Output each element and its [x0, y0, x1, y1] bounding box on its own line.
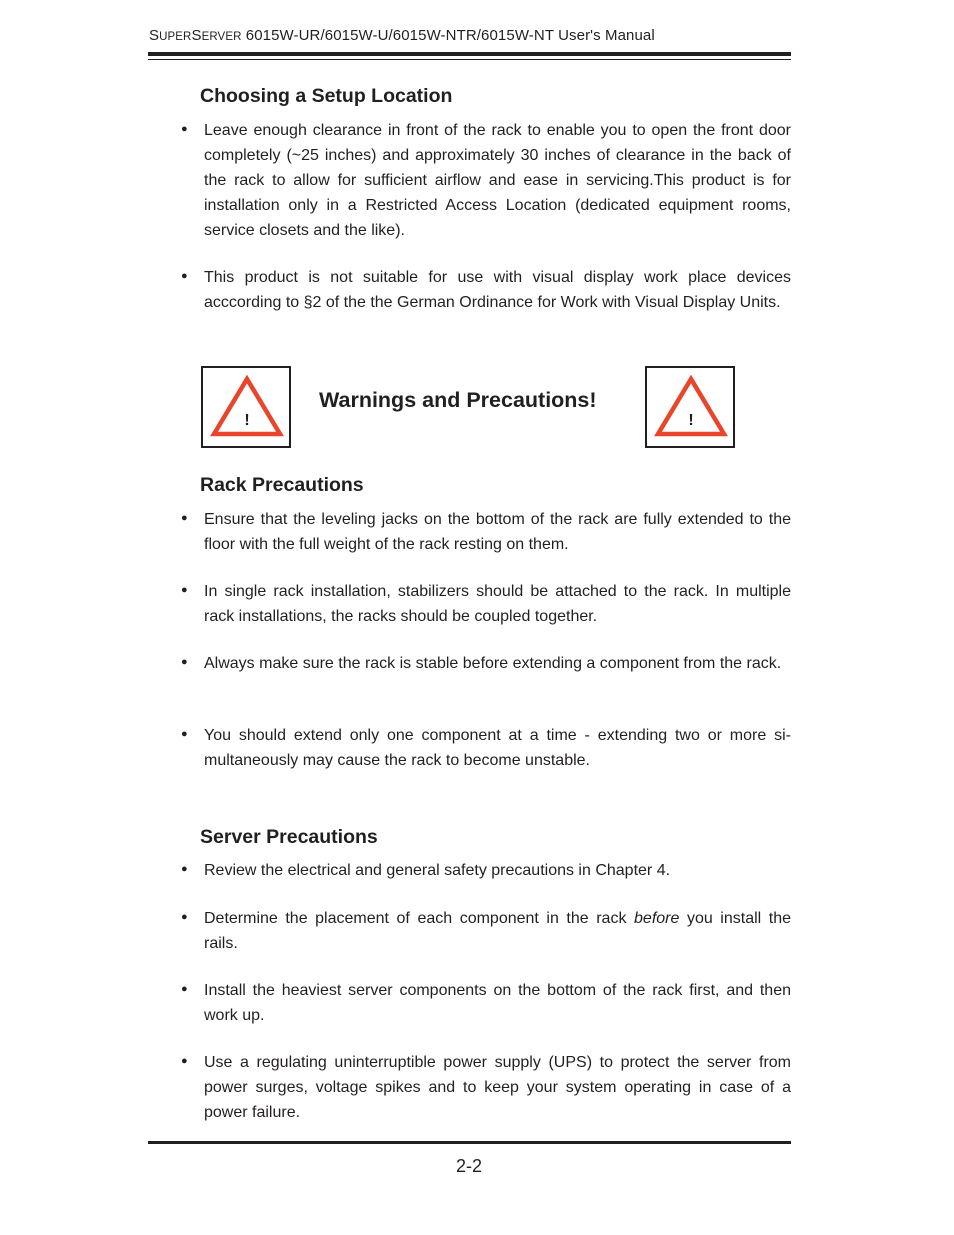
- rack-item-2: In single rack installation, stabilizers should be attached to the rack. In multiple rack installations, the racks should be coupled together.: [204, 583, 791, 625]
- bullet-icon: ●: [181, 911, 188, 923]
- bullet-icon: ●: [181, 584, 188, 596]
- header-s2: S: [191, 27, 202, 44]
- header-sc1: UPER: [159, 31, 192, 43]
- bullet-icon: ●: [181, 656, 188, 668]
- server-item-4: Use a regulating uninterruptible power supply (UPS) to protect the server from power surges, voltage spikes and to keep your system operating in case of a power failure.: [204, 1054, 791, 1121]
- setup-heading: Choosing a Setup Location: [200, 85, 453, 107]
- rack-item-1: Ensure that the leveling jacks on the bottom of the rack are fully extended to the floor with the full weight of the rack resting on them.: [204, 511, 791, 553]
- rack-item-4: You should extend only one component at a time - extending two or more si-multaneously may cause the rack to become unstable.: [204, 727, 791, 769]
- header-rule-thin: [148, 59, 791, 60]
- bullet-icon: ●: [181, 1055, 188, 1067]
- header-rest: 6015W-UR/6015W-U/6015W-NTR/6015W-NT User's Manual: [241, 27, 655, 44]
- bullet-icon: ●: [181, 123, 188, 135]
- header-sc2: ERVER: [201, 31, 242, 43]
- bullet-icon: ●: [181, 270, 188, 282]
- server-item-2-start: Determine the placement of each component in the rack: [204, 910, 635, 927]
- page-number: 2-2: [456, 1156, 483, 1176]
- server-item-2-end: you install the rails.: [204, 910, 792, 952]
- warning-box-left: [201, 366, 291, 448]
- bullet-icon: ●: [181, 728, 188, 740]
- server-item-2-emphasis: before: [634, 910, 680, 927]
- header-s1: S: [149, 27, 160, 44]
- server-item-2: [204, 906, 791, 956]
- setup-item-2: This product is not suitable for use with visual display work place devices acccording to §2 of the the German Ordinance for Work with Visual Display Units.: [204, 269, 791, 311]
- bullet-icon: ●: [181, 983, 188, 995]
- footer-rule: [148, 1141, 791, 1144]
- server-item-3: Install the heaviest server components on the bottom of the rack first, and then work up.: [204, 982, 791, 1024]
- bullet-icon: ●: [181, 512, 188, 524]
- rack-heading: Rack Precautions: [200, 474, 364, 496]
- server-item-1: Review the electrical and general safety precautions in Chapter 4.: [204, 862, 671, 879]
- rack-item-3: Always make sure the rack is stable before extending a component from the rack.: [204, 655, 782, 672]
- running-header: [149, 27, 655, 44]
- server-heading: Server Precautions: [200, 826, 378, 848]
- warning-exclamation: !: [244, 412, 250, 429]
- header-rule-thick: [148, 52, 791, 56]
- warning-triangle-icon: [654, 375, 728, 439]
- warning-box-right: [645, 366, 735, 448]
- warnings-title: Warnings and Precautions!: [319, 388, 597, 412]
- warning-exclamation: !: [688, 412, 694, 429]
- bullet-icon: ●: [181, 863, 188, 875]
- setup-item-1: Leave enough clearance in front of the rack to enable you to open the front door completely (~25 inches) and approximately 30 inches of clearance in the back of the rack to allow for sufficient airflow and ease in servicing.This product is for installation only in a Restricted Access Location (dedicated equipment rooms, service closets and the like).: [204, 122, 791, 239]
- warning-triangle-icon: [210, 375, 284, 439]
